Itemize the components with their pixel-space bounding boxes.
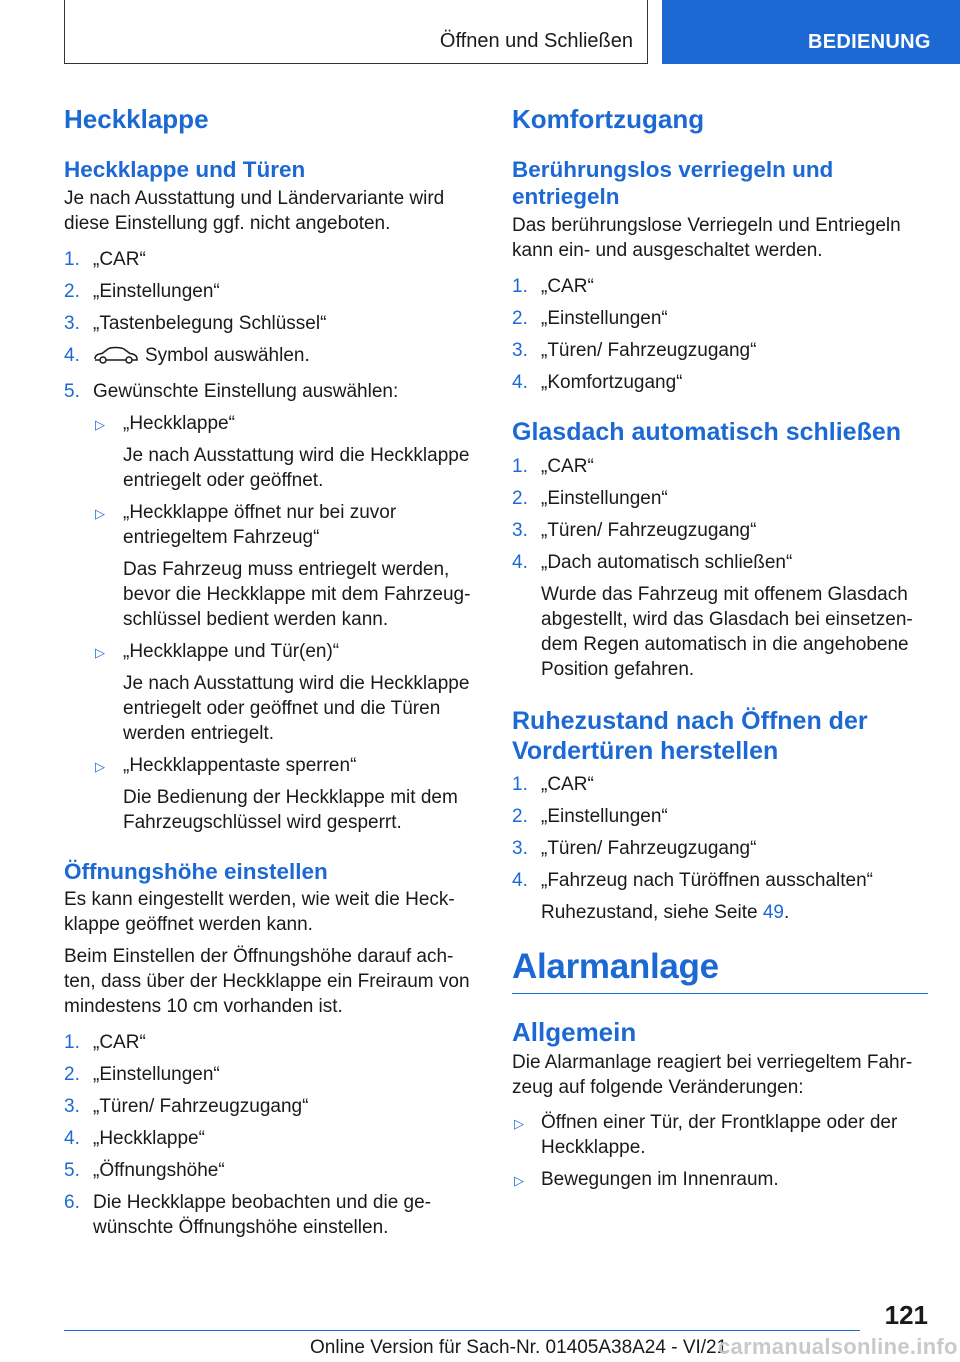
subheading-heckklappe-tueren: Heckklappe und Türen bbox=[64, 157, 306, 182]
list-item: 2. „Einstellungen“ bbox=[512, 308, 668, 329]
steps-list bbox=[512, 772, 928, 925]
list-item: 1. „CAR“ bbox=[512, 774, 594, 795]
steps-list bbox=[64, 247, 480, 404]
heading-glasdach: Glasdach automatisch schließen bbox=[512, 418, 902, 446]
list-item: 2. „Einstellungen“ bbox=[512, 806, 668, 827]
subheading-allgemein: Allgemein bbox=[512, 1017, 637, 1047]
list-item: ▷ „Heckklappe“ Je nach Ausstattung wird die Heckklappe entriegelt oder geöffnet. bbox=[95, 413, 470, 491]
list-item: 3. „Türen/ Fahrzeugzugang“ bbox=[512, 520, 757, 541]
paragraph: Es kann eingestellt werden, wie weit die Heck-klappe geöffnet werden kann. bbox=[64, 889, 455, 935]
triangle-bullet-icon: ▷ bbox=[95, 417, 105, 432]
list-item: 5. „Öffnungshöhe“ bbox=[64, 1160, 225, 1181]
triangle-bullet-icon: ▷ bbox=[95, 759, 105, 774]
subheading-beruehrungslos: Berührungslos verriegeln und entriegeln bbox=[512, 157, 834, 209]
triangle-bullet-icon: ▷ bbox=[514, 1116, 524, 1131]
bullet-list bbox=[512, 1110, 928, 1192]
intro-text: Das berührungslose Verriegeln und Entriegeln kann ein- und ausgeschaltet werden. bbox=[512, 215, 901, 261]
list-item: 6. Die Heckklappe beobachten und die ge-wünschte Öffnungshöhe einstellen. bbox=[64, 1192, 432, 1238]
list-item: ▷ „Heckklappentaste sperren“ Die Bedienung der Heckklappe mit dem Fahrzeugschlüssel wird gesperrt. bbox=[95, 755, 458, 833]
list-item: 2. „Einstellungen“ bbox=[512, 488, 668, 509]
list-item: 3. „Türen/ Fahrzeugzugang“ bbox=[512, 838, 757, 859]
triangle-bullet-icon: ▷ bbox=[95, 645, 105, 660]
options-list bbox=[64, 411, 480, 835]
list-item: 4. „Dach automatisch schließen“ Wurde das Fahrzeug mit offenem Glasdach abgestellt, wird das Glasdach bei einsetzen-dem Regen automatisch in die angehobene Position gefahren. bbox=[512, 552, 913, 680]
header-chapter-tab[interactable] bbox=[662, 0, 960, 64]
heading-alarmanlage: Alarmanlage bbox=[512, 945, 928, 994]
car-icon bbox=[93, 345, 139, 372]
triangle-bullet-icon: ▷ bbox=[514, 1173, 524, 1188]
list-item: ▷ Bewegungen im Innenraum. bbox=[512, 1167, 928, 1192]
list-item: 5. Gewünschte Einstellung auswählen: bbox=[64, 381, 399, 402]
footer-text: Online Version für Sach-Nr. 01405A38A24 - VI/21 bbox=[310, 1337, 728, 1358]
list-item: ▷ Öffnen einer Tür, der Frontklappe oder der Heckklappe. bbox=[514, 1112, 898, 1158]
heading-ruhezustand: Ruhezustand nach Öffnen der Vordertüren herstellen bbox=[512, 707, 868, 765]
list-item: ▷ „Heckklappe und Tür(en)“ Je nach Ausstattung wird die Heckklappe entriegelt oder geöffnet und die Türen werden entriegelt. bbox=[95, 641, 470, 744]
list-item: 1. „CAR“ bbox=[64, 1032, 146, 1053]
list-item: 4. „Fahrzeug nach Türöffnen ausschalten“ Ruhezustand, siehe Seite 49. bbox=[512, 870, 873, 923]
subheading-oeffnungshoehe: Öffnungshöhe einstellen bbox=[64, 859, 328, 884]
left-column bbox=[64, 96, 480, 1247]
steps-list bbox=[512, 274, 928, 395]
watermark: carmanualsonline.info bbox=[718, 1334, 958, 1359]
header-chapter-label: BEDIENUNG bbox=[808, 31, 931, 53]
list-item: 3. „Türen/ Fahrzeugzugang“ bbox=[64, 1096, 309, 1117]
list-item: 1. „CAR“ bbox=[512, 456, 594, 477]
right-column bbox=[512, 96, 928, 1192]
list-item: 3. „Türen/ Fahrzeugzugang“ bbox=[512, 340, 757, 361]
list-item: ▷ „Heckklappe öffnet nur bei zuvor entriegeltem Fahrzeug“ Das Fahrzeug muss entriegelt werden, bevor die Heckklappe mit dem Fahrzeug-schlüssel bedient werden kann. bbox=[95, 502, 471, 630]
list-item: 4. Symbol auswählen. bbox=[64, 343, 480, 372]
steps-list bbox=[512, 454, 928, 682]
list-item: 2. „Einstellungen“ bbox=[64, 281, 220, 302]
footer-divider bbox=[64, 1330, 860, 1331]
heading-heckklappe: Heckklappe bbox=[64, 104, 209, 134]
list-item: 4. „Heckklappe“ bbox=[64, 1128, 205, 1149]
header-section-box bbox=[64, 0, 648, 64]
paragraph: Beim Einstellen der Öffnungshöhe darauf ach-ten, dass über der Heckklappe ein Freiraum von mindestens 10 cm vorhanden ist. bbox=[64, 946, 470, 1017]
list-item: 3. „Tastenbelegung Schlüssel“ bbox=[64, 313, 327, 334]
page-number: 121 bbox=[884, 1300, 928, 1330]
intro-text: Die Alarmanlage reagiert bei verriegeltem Fahr-zeug auf folgende Veränderungen: bbox=[512, 1052, 913, 1098]
header-section-title: Öffnen und Schließen bbox=[439, 30, 633, 52]
list-item: 4. „Komfortzugang“ bbox=[512, 372, 683, 393]
heading-komfortzugang: Komfortzugang bbox=[512, 104, 705, 134]
intro-text: Je nach Ausstattung und Ländervariante wird diese Einstellung ggf. nicht angeboten. bbox=[64, 188, 445, 234]
list-item: 1. „CAR“ bbox=[512, 276, 594, 297]
page-link-49[interactable]: 49 bbox=[762, 902, 784, 923]
list-item: 2. „Einstellungen“ bbox=[64, 1064, 220, 1085]
triangle-bullet-icon: ▷ bbox=[95, 506, 105, 521]
steps-list bbox=[64, 1030, 480, 1240]
list-item: 1. „CAR“ bbox=[64, 249, 146, 270]
